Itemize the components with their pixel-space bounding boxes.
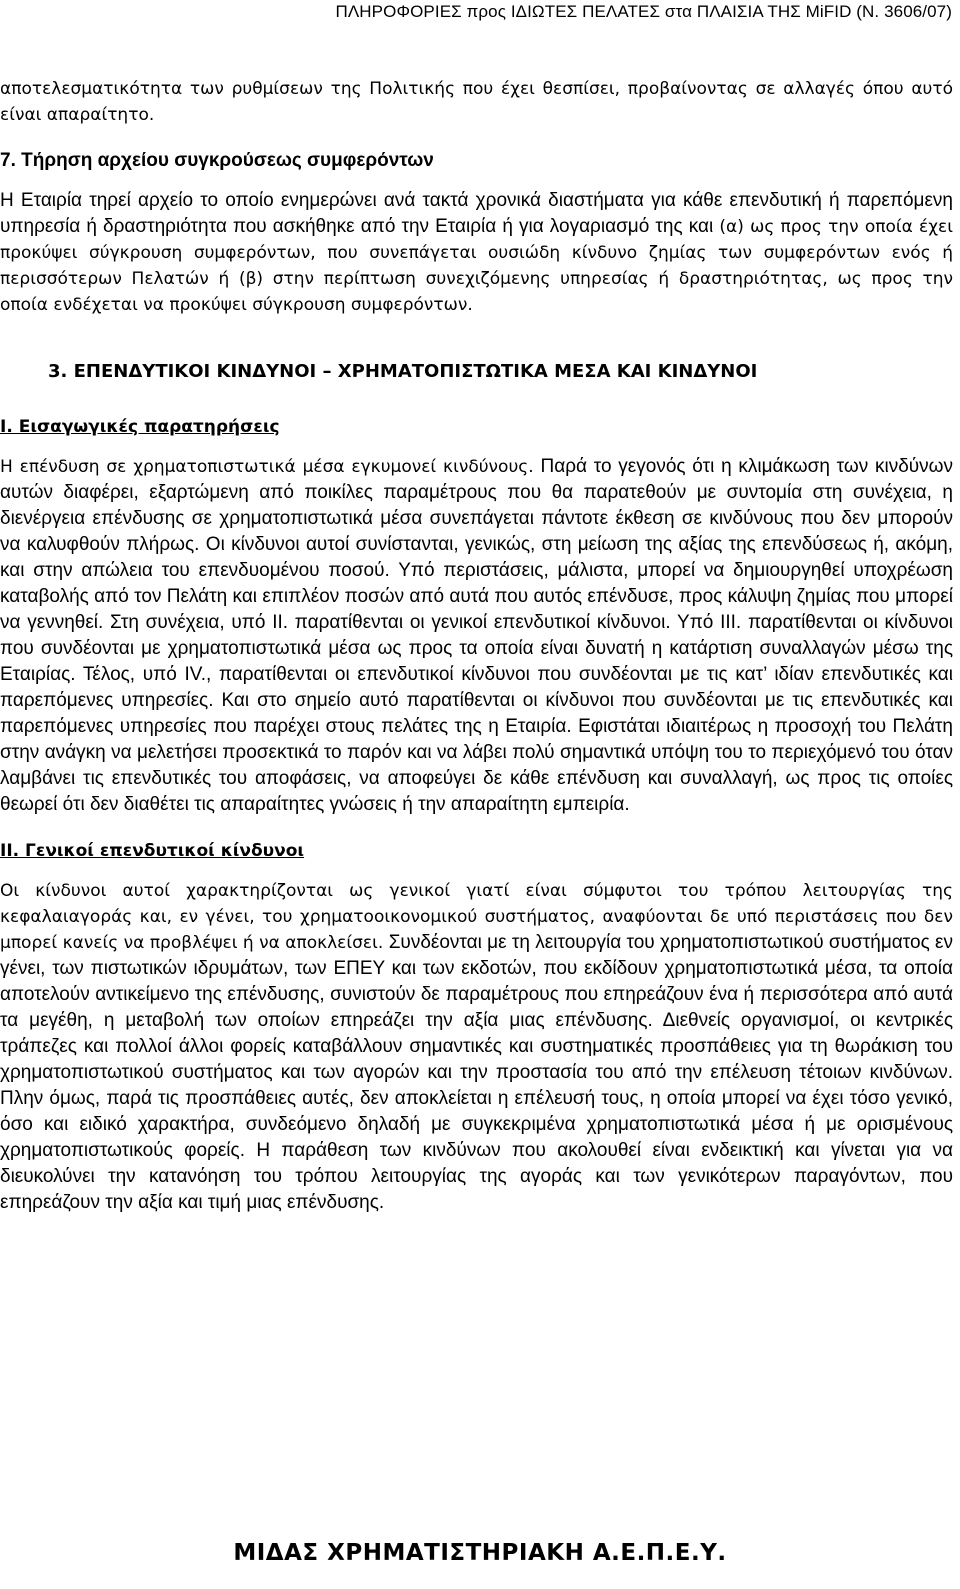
subsection-2-paragraph — [0, 878, 953, 1216]
section-7-heading: 7. Τήρηση αρχείου συγκρούσεως συμφερόντων — [0, 150, 434, 171]
section-3-heading: 3. ΕΠΕΝΔΥΤΙΚΟΙ ΚΙΝΔΥΝΟΙ – ΧΡΗΜΑΤΟΠΙΣΤΩΤΙΚΑ ΜΕΣΑ ΚΑΙ ΚΙΝΔΥΝΟΙ — [48, 361, 758, 382]
subsection-1-start: Η επένδυση σε χρηματοπιστωτικά μέσα εγκυμονεί κινδύνους. — [0, 457, 541, 477]
document-body — [0, 76, 953, 1216]
subsection-2-rest: Συνδέονται με τη λειτουργία του χρηματοπιστωτικού συστήματος εν γένει, των πιστωτικών ιδρυμάτων, των ΕΠΕΥ και των εκδοτών, που εκδίδουν χρηματοπιστωτικά μέσα, τα οποία αποτελούν αντικείμενο της επένδυσης, συνιστούν δε παραμέτρους που επηρεάζουν ένα ή περισσότερα από αυτά τα μεγέθη, η μεταβολή των οποίων επηρεάζει την αξία μιας επένδυσης. Διεθνείς οργανισμοί, οι κεντρικές τράπεζες και πολλοί άλλοι φορείς καταβάλλουν σημαντικές και συστηματικές προσπάθειες για τη θωράκιση του χρηματοπιστωτικού συστήματος και των αγορών και την προστασία του από την επέλευση τέτοιων κινδύνων. Πλην όμως, παρά τις προσπάθειες αυτές, δεν αποκλείεται η επέλευσή τους, η οποία μπορεί να έχει τόσο γενικό, όσο και ειδικό χαρακτήρα, συνδεόμενο δηλαδή με συγκεκριμένα χρηματοπιστωτικά μέσα ή με ορισμένους χρηματοπιστωτικούς φορείς. Η παράθεση των κινδύνων που ακολουθεί είναι ενδεικτική και γίνεται για να διευκολύνει την κατανόηση του τρόπου λειτουργίας της αγοράς και των γενικότερων παραγόντων, που επηρεάζουν την αξία και τιμή μιας επένδυσης. — [0, 932, 953, 1213]
subsection-2-start: Οι κίνδυνοι αυτοί χαρακτηρίζονται ως γενικοί γιατί είναι σύμφυτοι του τρόπου λειτουργίας της κεφαλαιαγοράς και, εν γένει, του χρηματοοικονομικού συστήματος, αναφύονται δε υπό περιστάσεις που δεν μπορεί κανείς να προβλέψει ή να αποκλείσει. — [0, 881, 953, 953]
section-7-paragraph — [0, 188, 953, 318]
subsection-1-rest: Παρά το γεγονός ότι η κλιμάκωση των κινδύνων αυτών διαφέρει, εξαρτώμενη από ποικίλες παραμέτρους που θα παρατεθούν με συντομία στη συνέχεια, η διενέργεια επένδυσης σε χρηματοπιστωτικά μέσα συνεπάγεται πάντοτε έκθεση σε κινδύνους που δεν μπορούν να καλυφθούν πλήρως. Οι κίνδυνοι αυτοί συνίστανται, γενικώς, στη μείωση της αξίας της επενδύσεως ή, ακόμη, και στην απώλεια του επενδυομένου ποσού. Υπό περιστάσεις, μάλιστα, μπορεί να δημιουργηθεί υποχρέωση καταβολής από τον Πελάτη και επιπλέον ποσών από αυτά που αυτός επένδυσε, προς κάλυψη ζημίας που μπορεί να γεννηθεί. Στη συνέχεια, υπό ΙΙ. παρατίθενται οι γενικοί επενδυτικοί κίνδυνοι. Υπό ΙΙΙ. παρατίθενται οι κίνδυνοι που συνδέονται με χρηματοπιστωτικά μέσα ως προς τα οποία είναι δυνατή η κατάρτιση συναλλαγών μέσω της Εταιρίας. Τέλος, υπό IV., παρατίθενται οι επενδυτικοί κίνδυνοι που συνδέονται με τις κατ’ ιδίαν επενδυτικές και παρεπόμενες υπηρεσίες. Και στο σημείο αυτό παρατίθενται οι κίνδυνοι που συνδέονται με τις επενδυτικές και παρεπόμενες υπηρεσίες που παρέχει στους πελάτες της η Εταιρία. Εφιστάται ιδιαιτέρως η προσοχή του Πελάτη στην ανάγκη να μελετήσει προσεκτικά το παρόν και να λάβει πολύ σημαντικά υπόψη του το περιεχόμενό του όταν λαμβάνει τις επενδυτικές του αποφάσεις, να αποφεύγει δε κάθε επένδυση και συναλλαγή, ως προς τις οποίες θεωρεί ότι δεν διαθέτει τις απαραίτητες γνώσεις ή την απαραίτητη εμπειρία. — [0, 456, 953, 815]
subsection-2-heading: II. Γενικοί επενδυτικοί κίνδυνοι — [0, 841, 305, 861]
subsection-1-heading: I. Εισαγωγικές παρατηρήσεις — [0, 417, 280, 437]
subsection-1-paragraph — [0, 454, 953, 818]
section-7-rest: (α) ως προς την οποία έχει προκύψει σύγκρουση συμφερόντων, που συνεπάγεται ουσιώδη κίνδυνο ζημίας των συμφερόντων ενός ή περισσότερων Πελατών ή (β) στην περίπτωση συνεχιζόμενης υπηρεσίας ή δραστηριότητας, ως προς την οποία ενδέχεται να προκύψει σύγκρουση συμφερόντων. — [0, 217, 953, 315]
continuation-paragraph: αποτελεσματικότητα των ρυθμίσεων της Πολιτικής που έχει θεσπίσει, προβαίνοντας σε αλλαγές όπου αυτό είναι απαραίτητο. — [0, 79, 953, 125]
page-header: ΠΛΗΡΟΦΟΡΙΕΣ προς ΙΔΙΩΤΕΣ ΠΕΛΑΤΕΣ στα ΠΛΑΙΣΙΑ ΤΗΣ MiFID (Ν. 3606/07) — [335, 2, 952, 21]
page-footer: ΜΙΔΑΣ ΧΡΗΜΑΤΙΣΤΗΡΙΑΚΗ Α.Ε.Π.Ε.Υ. — [233, 1540, 727, 1566]
section-7-intro: Η Εταιρία τηρεί αρχείο το οποίο ενημερώνει ανά τακτά χρονικά διαστήματα για κάθε επενδυτική ή παρεπόμενη υπηρεσία ή δραστηριότητα που ασκήθηκε από την Εταιρία ή για λογαριασμό της και — [0, 190, 953, 237]
